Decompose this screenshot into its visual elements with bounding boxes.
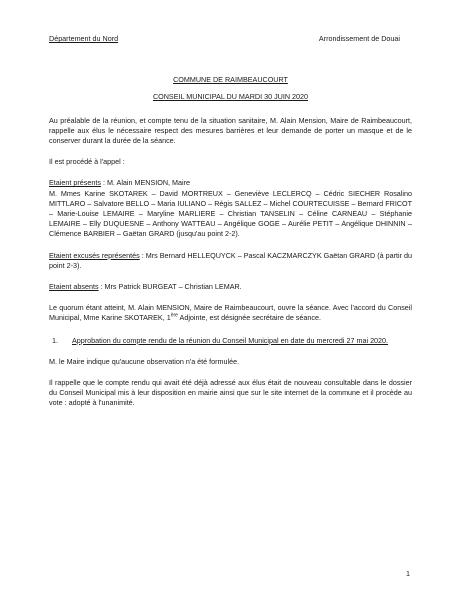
agenda-item-1: [49, 336, 412, 346]
absent-members-text: : Mrs Patrick BURGEAT – Christian LEMAR.: [98, 282, 242, 292]
agenda-item-number: 1.: [52, 335, 58, 345]
absent-members-paragraph: [49, 282, 412, 292]
intro-paragraph: Au préalable de la réunion, et compte tenu de la situation sanitaire, M. Alain Mension, Maire de Raimbeaucourt, rappelle aux élus le nécessaire respect des mesures barrières et leur demande de porter un masque et de le conserver durant la durée de la séance.: [49, 115, 412, 146]
title-block: [49, 75, 412, 102]
excused-members-paragraph: [49, 251, 412, 271]
reminder-paragraph: Il rappelle que le compte rendu qui avait été déjà adressé aux élus était de nouveau consultable dans le dossier du Conseil Municipal mis à leur disposition en mairie ainsi que sur le site internet de la commune et il procède au vote : adopté à l'unanimité.: [49, 378, 412, 408]
page-number: 1: [406, 569, 410, 578]
absent-label: Etaient absents: [49, 282, 99, 292]
session-title: CONSEIL MUNICIPAL DU MARDI 30 JUIN 2020: [152, 92, 309, 102]
roll-call-line: Il est procédé à l'appel :: [49, 157, 125, 167]
present-members-text: : M. Alain MENSION, Maire M. Mmes Karine SKOTAREK – David MORTREUX – Geneviève LECLERCQ – Cédric SIECHER Rosalino MITTLARO – Salvatore BELLO – Maria IULIANO – Régis SALLEZ – Michel COURTECUISSE – Bernard FRICOT – Marie-Louise LEMAIRE – Maryline MARLIERE – Christian TANSELIN – Céline CARNEAU – Stéphanie LEMAIRE – Elly DUQUESNE – Anthony WATTEAU – Angélique GOGE – Aurélie PETIT – Angélique DHINNIN – Clémence BARBIER – Gaëtan GRARD (jusqu'au point 2-2).: [49, 178, 412, 239]
agenda-item-title: Approbation du compte rendu de la réunion du Conseil Municipal en date du mercredi 27 mai 2020.: [72, 335, 389, 345]
quorum-superscript: ère: [170, 313, 178, 320]
quorum-paragraph: [49, 303, 412, 323]
department-label: Département du Nord: [49, 34, 119, 43]
present-members-paragraph: [49, 178, 412, 239]
quorum-text-start: Le quorum étant atteint, M. Alain MENSION, Maire de Raimbeaucourt, ouvre la séance. Avec l'accord du Conseil Municipal, Mme Karine SKOTAREK, 1: [49, 303, 412, 323]
excused-label: Etaient excusés représentés: [49, 250, 140, 260]
arrondissement-label: Arrondissement de Douai: [318, 34, 400, 43]
no-remark-line: M. le Maire indique qu'aucune observation n'a été formulée.: [49, 356, 240, 366]
excused-members-text: : Mrs Bernard HELLEQUYCK – Pascal KACZMARCZYK Gaëtan GRARD (à partir du point 2-3).: [49, 250, 412, 270]
quorum-text-end: Adjointe, est désignée secrétaire de séance.: [177, 313, 321, 323]
document-header: [49, 34, 400, 44]
commune-title: COMMUNE DE RAIMBEAUCOURT: [173, 75, 288, 85]
present-label: Etaient présents: [49, 178, 101, 188]
